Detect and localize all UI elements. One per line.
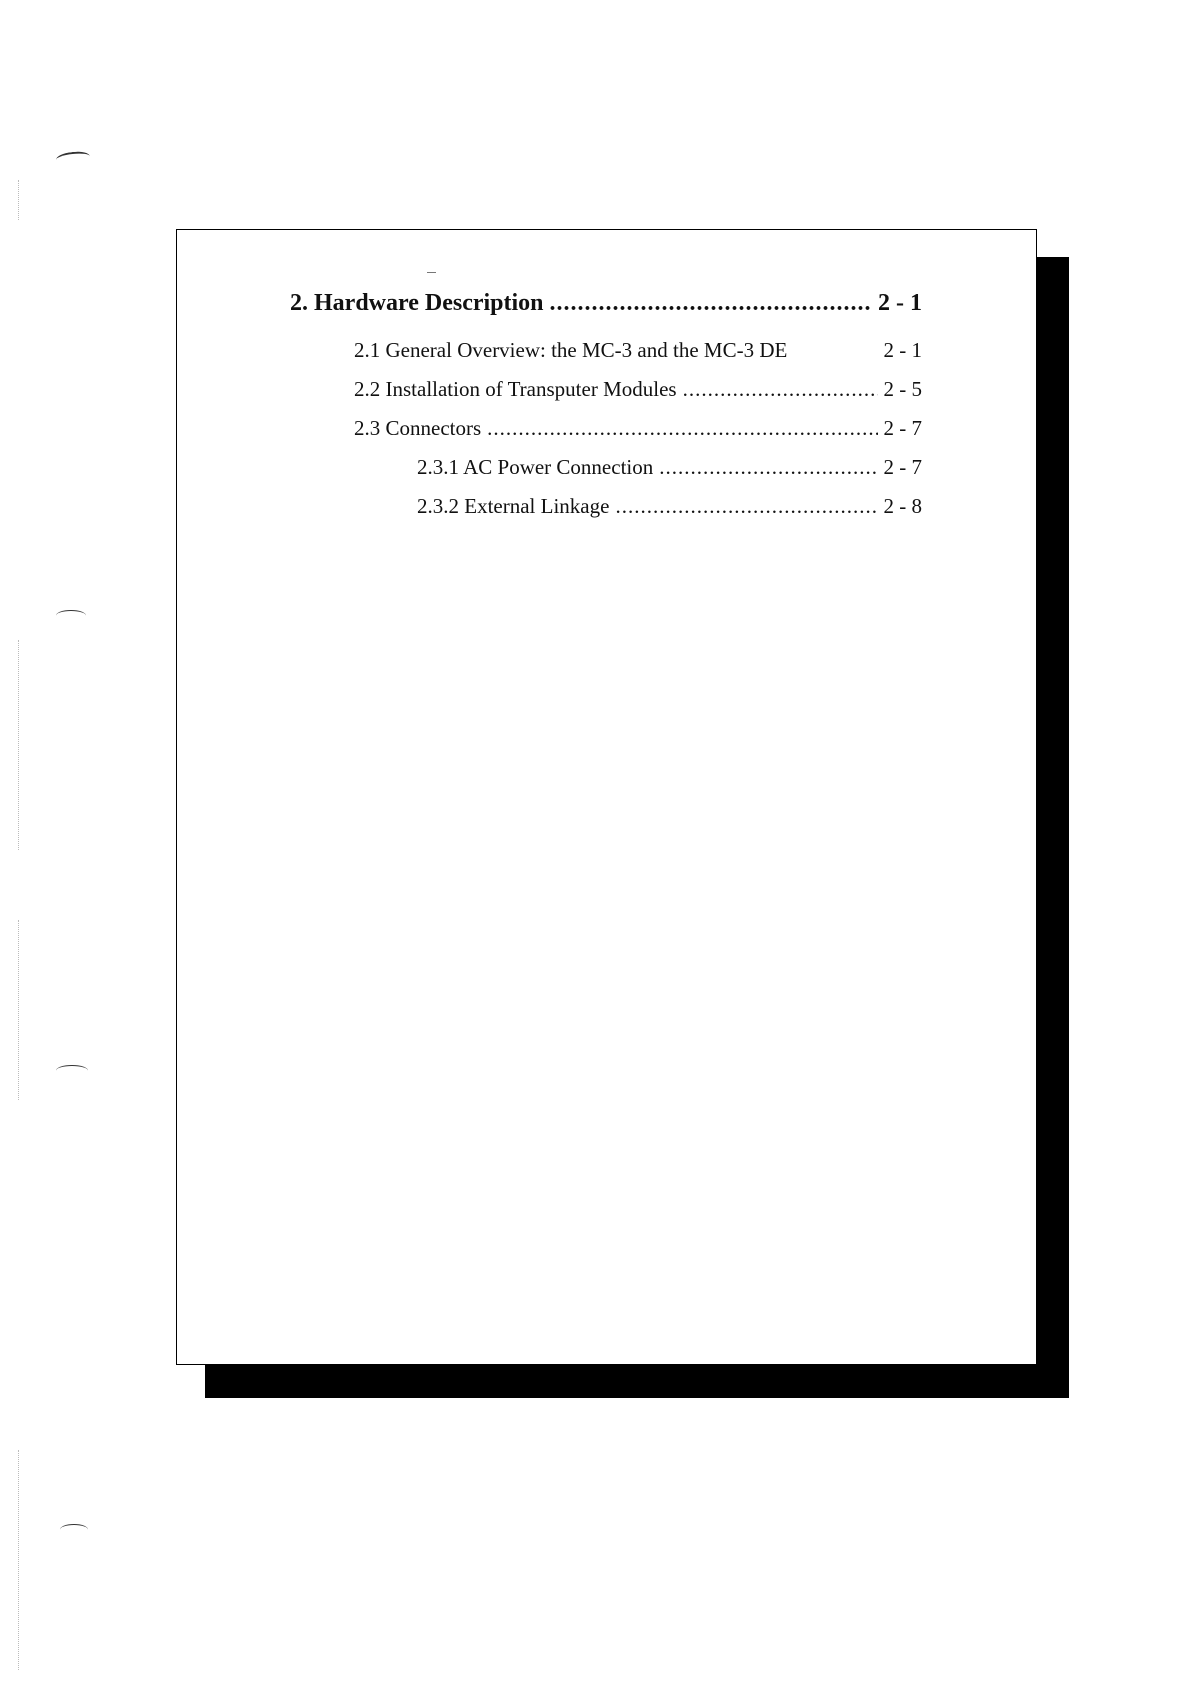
toc-entry-title: 2.3 Connectors: [354, 416, 482, 440]
toc-entry-page: 2 - 1: [883, 338, 922, 362]
toc-entry-page: 2 - 5: [883, 377, 922, 401]
toc-chapter-entry[interactable]: [290, 290, 922, 317]
toc-section-entry[interactable]: [354, 416, 922, 441]
toc-leader-dots: [683, 377, 878, 402]
toc-entry-page: 2 - 7: [883, 416, 922, 440]
toc-entry-title: 2.3.1 AC Power Connection: [417, 455, 654, 479]
toc-subsection-entry[interactable]: [417, 494, 922, 519]
toc-entry-page: 2 - 7: [883, 455, 922, 479]
toc-leader-dots: [615, 494, 877, 519]
toc-entry-title: 2. Hardware Description: [290, 290, 544, 316]
toc-entry-title: 2.3.2 External Linkage: [417, 494, 610, 518]
toc-entry-title: 2.1 General Overview: the MC-3 and the MC-3 DE: [354, 338, 788, 362]
toc-section-entry[interactable]: [354, 338, 922, 363]
toc-entry-page: 2 - 1: [878, 290, 922, 316]
toc-leader-dots: [487, 416, 877, 441]
toc-entry-page: 2 - 8: [883, 494, 922, 518]
toc-leader-dots: [659, 455, 877, 480]
toc-entry-title: 2.2 Installation of Transputer Modules: [354, 377, 677, 401]
toc-subsection-entry[interactable]: [417, 455, 922, 480]
toc-section-entry[interactable]: [354, 377, 922, 402]
toc-leader-dots: [550, 290, 872, 317]
